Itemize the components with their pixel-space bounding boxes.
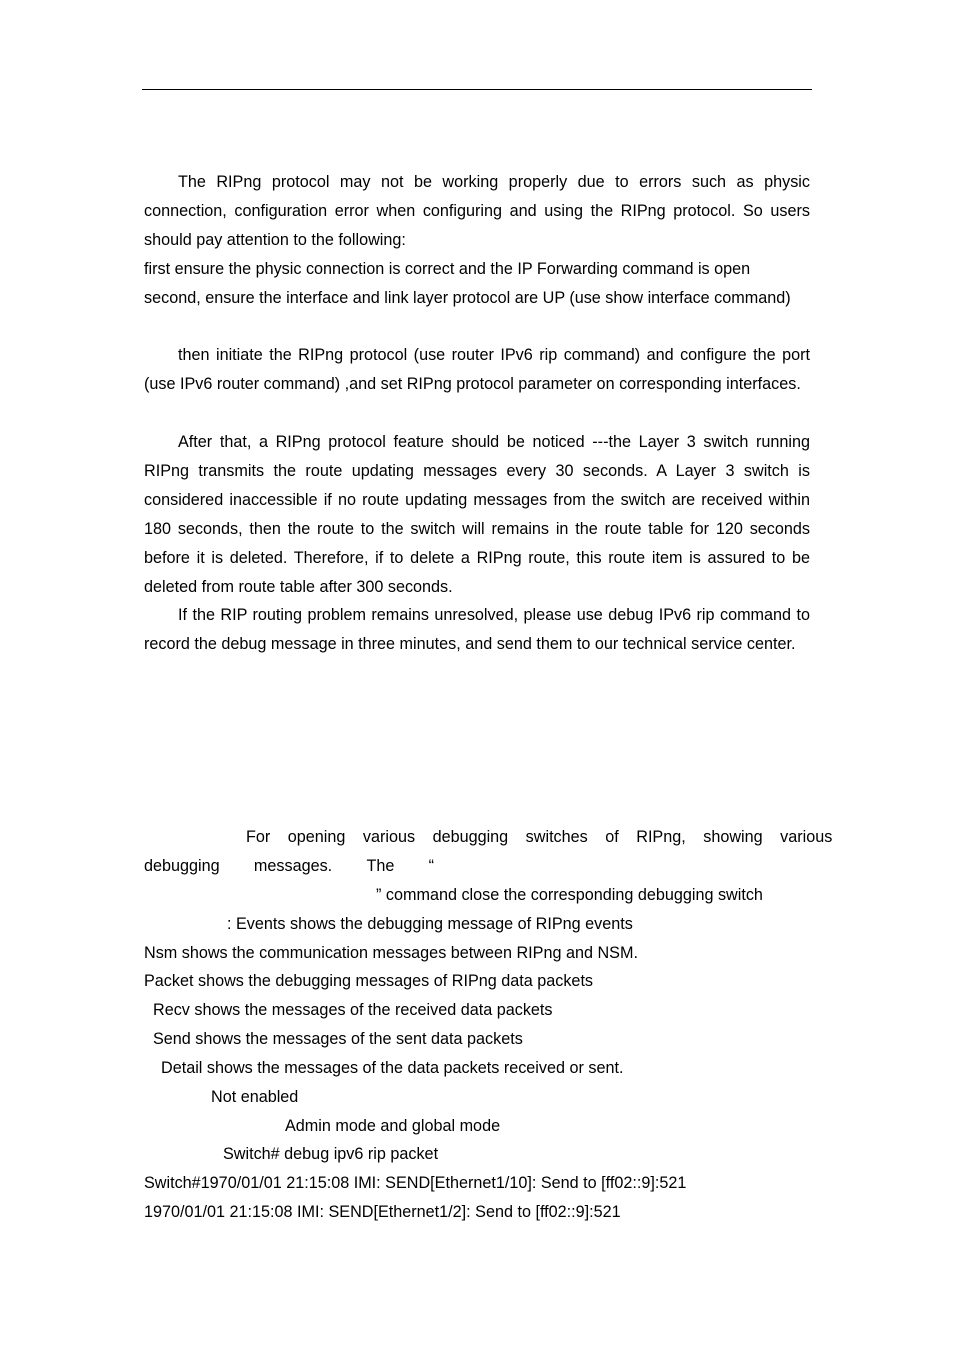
- word-the: The: [366, 857, 395, 875]
- param-nsm: Nsm shows the communication messages between RIPng and NSM.: [144, 944, 638, 962]
- word-messages: messages.: [253, 857, 333, 875]
- command-mode: Admin mode and global mode: [285, 1117, 501, 1135]
- ripng-feature-paragraph: After that, a RIPng protocol feature should be noticed ---the Layer 3 switch running RIPng transmits the route updating messages every 30 seconds. A Layer 3 switch is considered inaccessible if no route updating messages from the switch are received within 180 seconds, then the route to the switch will remains in the route table for 120 seconds before it is deleted. Therefore, if to delete a RIPng route, this route item is assured to be deleted from route table after 300 seconds.: [144, 433, 810, 596]
- step-initiate-ripng: then initiate the RIPng protocol (use router IPv6 rip command) and configure the port (use IPv6 router command) ,and set RIPng protocol parameter on corresponding interfaces.: [144, 346, 810, 393]
- param-events: : Events shows the debugging message of RIPng events: [227, 915, 633, 933]
- command-close-line: ” command close the corresponding debugging switch: [376, 886, 763, 904]
- unresolved-paragraph: If the RIP routing problem remains unresolved, please use debug IPv6 rip command to record the debug message in three minutes, and send them to our technical service center.: [144, 606, 810, 653]
- example-command: Switch# debug ipv6 rip packet: [223, 1145, 439, 1163]
- step-physic-connection: first ensure the physic connection is correct and the IP Forwarding command is open: [144, 260, 751, 278]
- command-function-line-2: [144, 856, 434, 876]
- param-detail: Detail shows the messages of the data packets received or sent.: [161, 1059, 624, 1077]
- param-recv: Recv shows the messages of the received data packets: [153, 1001, 553, 1019]
- param-packet: Packet shows the debugging messages of RIPng data packets: [144, 972, 594, 990]
- example-output-line-1: Switch#1970/01/01 21:15:08 IMI: SEND[Ethernet1/10]: Send to [ff02::9]:521: [144, 1174, 687, 1192]
- header-rule: [142, 89, 812, 90]
- word-debugging: debugging: [144, 857, 220, 875]
- param-send: Send shows the messages of the sent data packets: [153, 1030, 523, 1048]
- intro-paragraph: The RIPng protocol may not be working properly due to errors such as physic connection, configuration error when configuring and using the RIPng protocol. So users should pay attention to the following:: [144, 173, 810, 249]
- open-quote: “: [428, 857, 434, 875]
- example-output-line-2: 1970/01/01 21:15:08 IMI: SEND[Ethernet1/2]: Send to [ff02::9]:521: [144, 1203, 621, 1221]
- command-function-line: [246, 827, 833, 847]
- command-function-text: For opening various debugging switches of RIPng, showing various: [246, 828, 833, 846]
- step-interface-up: second, ensure the interface and link layer protocol are UP (use show interface command): [144, 289, 791, 307]
- default-value: Not enabled: [211, 1088, 299, 1106]
